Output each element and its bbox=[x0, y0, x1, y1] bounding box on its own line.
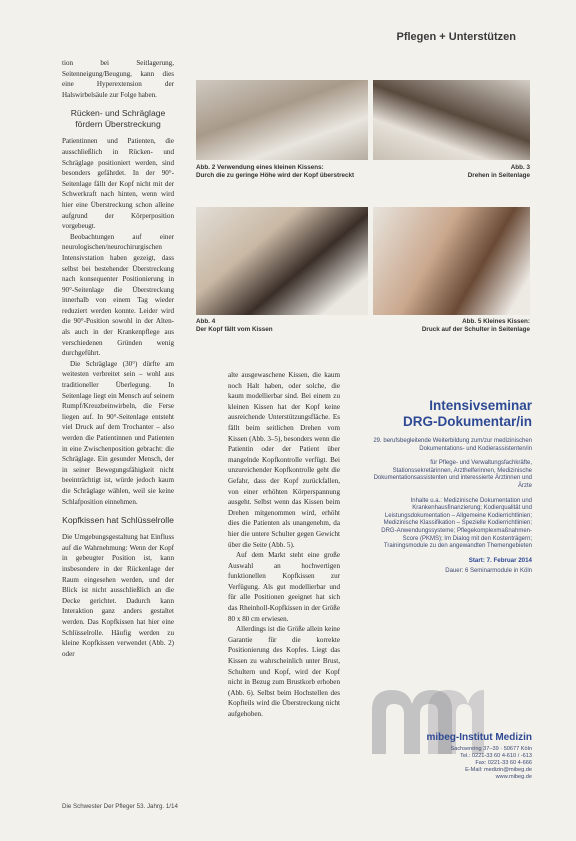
figure-caption bbox=[196, 318, 368, 334]
ad-email[interactable]: E-Mail: medizin@mibeg.de bbox=[465, 767, 532, 773]
ad-address: Sachsenring 37–39 · 50677 Köln bbox=[450, 746, 532, 752]
page-footer: Die Schwester Der Pfleger 53. Jahrg. 1/14 bbox=[62, 803, 178, 810]
paragraph: Die Schräglage (30°) dürfte am weitesten verbreitet sein – wohl aus traditioneller Überlegung. In Seitenlage liegt ein Mensch auf seinem Rumpf/Kreuzbeinwirbeln, die Ferse liegen auf. In 90°-Seitenlage entsteht viel Druck auf dem Trochanter – also werden die Patientinnen und Patienten in eine Zwischenposition gebracht: die Schräglage. Ein gesunder Mensch, der in seiner Bewegungsfähigkeit nicht beeinträchtigt ist, würde jedoch kaum die Schräglage wählen, weil sie keine Schlafposition einnehmen. bbox=[62, 359, 174, 506]
ad-org-name: mibeg-Institut Medizin bbox=[426, 732, 532, 743]
figure-desc: Druck auf der Schulter in Seitenlage bbox=[421, 326, 530, 334]
section-header: Pflegen + Unterstützen bbox=[396, 31, 516, 43]
ad-fax: Fax: 0221-33 60 4-666 bbox=[475, 760, 532, 766]
figure-desc: Durch die zu geringe Höhe wird der Kopf überstreckt bbox=[196, 172, 355, 180]
ad-topics: Inhalte u.a.: Medizinische Dokumentation und Krankenhausfinanzierung; Kodierqualität und Leistungsdokumentation – Allgemeine Kodierrichtlinien; Medizinische Klassifikation – Spezielle Kodierrichtlinien; DRG-Anwendungssysteme; Pflegekomplexmaßnahmen-Score (PKMS); Im Dialog mit den Kostenträgern; Trainingsmodule zu den angewandten Themengebieten bbox=[381, 497, 532, 550]
left-text-column bbox=[62, 58, 174, 659]
subheading: Rücken- und Schräglage fördern Überstreckung bbox=[70, 108, 166, 130]
figure-desc: Drehen in Seitenlage bbox=[467, 172, 530, 180]
paragraph: Patientinnen und Patienten, die ausschließlich in Rücken- und Schräglage positioniert werden, sind besonders gefährdet. In der 90°-Seitenlage fällt der Kopf nicht mit der Schwerkraft nach hinten, wenn wird hier eine Überstreckung schon alleine aufgrund der Körperposition vorgebeugt. bbox=[62, 137, 174, 231]
photo-turning-side bbox=[373, 80, 530, 160]
ad-title: DRG-Dokumentar/in bbox=[402, 414, 532, 429]
ad-contact bbox=[382, 746, 532, 781]
paragraph: Allerdings ist die Größe allein keine Garantie für die korrekte Positionierung des Kopfes. Liegt das Kissen zu wahrscheinlich unter Brust, Schultern und Kopf, wird der Kopf nicht in Bezug zum Brustkorb erhoben (Abb. 6). Selbst beim Hochstellen des Kopfteils wird die Überstreckung nicht aufgehoben. bbox=[228, 625, 340, 718]
seminar-advertisement bbox=[372, 398, 532, 798]
ad-logo-block bbox=[372, 680, 532, 798]
paragraph: Die Umgebungsgestaltung hat Einfluss auf die Wahrnehmung: Wenn der Kopf in gebeugter Position ist, kann insbesondere in der Rückenlage der Raum eingesehen werden, und der Blick ist nicht ausschließlich an die Decke gerichtet. Dadurch kann Interaktion ganz anders gestaltet werden. Das Kopfkissen hat hier eine Schlüsselrolle. Häufig werden zu kleine Kopfkissen verwendet (Abb. 2) oder bbox=[62, 533, 174, 658]
mibeg-logo-icon bbox=[368, 680, 488, 756]
photo-small-pillow bbox=[196, 80, 368, 160]
paragraph: tion bei Seitlagerung, Seitenneigung/Beugung, kann dies eine Hyperextension der Halswirbelsäule zur Folge haben. bbox=[62, 59, 174, 99]
middle-text-column bbox=[228, 370, 340, 720]
photo-shoulder-pressure bbox=[373, 207, 530, 315]
ad-audience: für Pflege- und Verwaltungsfachkräfte, Stationssekretärinnen, Arzthelferinnen, Medizinische Dokumentationsassistenten und interessierte Ärztinnen und Ärzte bbox=[373, 460, 532, 489]
figure-desc: Der Kopf fällt vom Kissen bbox=[196, 326, 273, 334]
figure-label: Abb. 4 bbox=[196, 318, 216, 325]
figure-caption bbox=[196, 164, 368, 180]
figure-caption bbox=[373, 164, 530, 180]
figure-label: Abb. 3 bbox=[510, 164, 530, 171]
paragraph: Beobachtungen auf einer neurologischen/neurochirurgischen Intensivstation haben gezeigt, dass selbst bei bestehender Überstreckung nach konsequenter Positionierung in 90°-Seitenlage die Überstreckung innerhalb von einem Tag wieder reduziert werden konnte. Leider wird die 90°-Position sowohl in der Alten- als auch in der Krankenpflege aus verschiedenen Gründen wenig durchgeführt. bbox=[62, 232, 174, 358]
ad-title: Intensivseminar bbox=[429, 398, 532, 413]
ad-phone: Tel.: 0221-33 60 4-610 / -613 bbox=[460, 753, 532, 759]
subheading: Kopfkissen hat Schlüsselrolle bbox=[62, 515, 174, 526]
paragraph: alte ausgewaschene Kissen, die kaum noch Halt haben, oder solche, die kaum modellierbar sind. Bei einem zu kleinen Kissen hat der Kopf keine ausreichende Unterstützungsfläche. Es fällt beim seitlichen Drehen vom Kissen (Abb. 3–5), besonders wenn die Patientin oder der Patient über mangelnde Kopfkontrolle verfügt. Bei unzureichender Kopfkontrolle geht die Gefahr, dass der Kopf zurückfallen, von einer erhöhten Körperspannung ausgeht. Selbst wenn das Kissen beim Drehen mitgenommen wird, erhöht dies die Patienten als unangenehm, da hier die untere Schulter gegen Gewicht über die Seite (Abb. 5). bbox=[228, 371, 340, 549]
figure-caption bbox=[373, 318, 530, 334]
paragraph: Auf dem Markt steht eine große Auswahl an hochwertigen funktionellen Kopfkissen zur Verfügung. Als gut modellierbar und für alle Positionen geeignet hat sich das Rheinholl-Kopfkissen in der Größe 80 x 80 cm erwiesen. bbox=[228, 551, 340, 623]
ad-website[interactable]: www.mibeg.de bbox=[495, 774, 532, 780]
ad-duration: Dauer: 6 Seminarmodule in Köln bbox=[445, 567, 532, 574]
figure-label: Abb. 2 Verwendung eines kleinen Kissens: bbox=[196, 164, 324, 171]
photo-head-falls bbox=[196, 207, 368, 315]
ad-start-date: Start: 7. Februar 2014 bbox=[468, 556, 532, 564]
ad-intro: 29. berufsbegleitende Weiterbildung zum/zur medizinischen Dokumentations- und Kodierassistenten/in bbox=[373, 438, 532, 452]
figure-label: Abb. 5 Kleines Kissen: bbox=[462, 318, 530, 325]
